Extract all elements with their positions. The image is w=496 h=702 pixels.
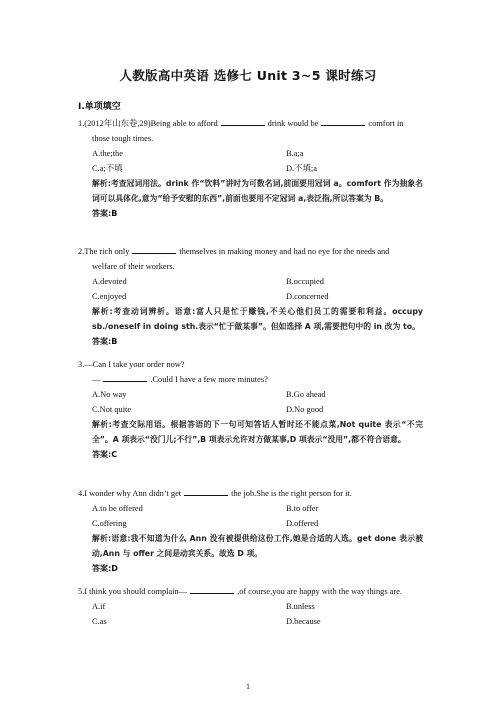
question-5 [78,584,423,629]
option-b: B.to offer [286,504,319,513]
options-row [78,289,423,304]
answer-blank [321,117,365,126]
answer: 答案:C [92,450,118,459]
question-stem: 2.The rich only themselves in making money and had no eye for the needs and [78,247,390,256]
option-c: C.offering [92,519,127,528]
option-d: D.offered [286,519,319,528]
question-stem-cont: welfare of their workers. [92,262,175,271]
question-2 [78,244,423,350]
answer: 答案:B [92,337,118,346]
option-b: B.unless [286,602,315,611]
option-d: D.No good [286,405,324,414]
explanation: 解析:语意:我不知道为什么 Ann 没有被提供给这份工作,她是合适的人选。get done 表示被动,Ann 与 offer 之间是动宾关系。故选 D 项。 [92,534,423,558]
question-3 [78,357,423,463]
answer-blank [132,245,176,254]
options-row [78,599,423,614]
page-number: 1 [246,682,250,691]
option-a: A.if [92,602,106,611]
option-b: B.occupied [286,277,324,286]
option-a: A.devoted [92,277,127,286]
option-a: A.to be offered [92,504,143,513]
options-row [78,387,423,402]
page-title: 人教版高中英语 选修七 Unit 3~5 课时练习 [119,68,377,83]
answer-blank [221,117,265,126]
answer-blank [184,487,228,496]
answer-blank [103,373,147,382]
answer: 答案:D [92,564,118,573]
explanation: 解析:考查动词辨析。语意:富人只是忙于赚钱,不关心他们员工的需要和利益。occupy sb./oneself in doing sth.表示“忙于做某事”。但如选择 A 项,需要把句中的 in 改为 to。 [92,307,423,331]
explanation: 解析:考查冠词用法。drink 作“饮料”讲时为可数名词,前面要用冠词 a。comfort 作为抽象名词可以具体化,意为“给予安慰的东西”,前面也要用不定冠词 a,表泛指,所以答案为 B。 [92,179,423,203]
option-b: B.a;a [286,149,304,158]
question-stem: 5.I think you should complain— ,of course,you are happy with the way things are. [78,587,403,596]
options-row [78,614,423,629]
answer-blank [190,585,234,594]
explanation: 解析:考查交际用语。根据答语的下一句可知答话人暂时还不能点菜,Not quite 表示“不完全”。A 项表示“没门儿;不行”,B 项表示允许对方做某事,D 项表示“没用”,都不符合语意。 [92,420,423,444]
options-row [78,146,423,161]
option-c: C.Not quite [92,405,132,414]
option-a: A.the;the [92,149,123,158]
section-heading: Ⅰ.单项填空 [78,102,121,112]
options-row [78,501,423,516]
options-row [78,274,423,289]
option-c: C.as [92,617,107,626]
question-4 [78,486,423,577]
option-c: C.enjoyed [92,292,127,301]
question-stem: 4.I wonder why Ann didn’t get the job.She is the right person for it. [78,489,352,498]
option-d: D.because [286,617,321,626]
question-stem-cont: — .Could I have a few more minutes? [92,375,268,384]
option-b: B.Go ahead [286,390,326,399]
answer: 答案:B [92,209,118,218]
option-c: C.a;不填 [92,164,123,173]
question-stem: 3.—Can I take your order now? [78,360,185,369]
question-stem: 1.(2012年山东卷,29)Being able to afford drink would be comfort in [78,119,404,128]
option-d: D.concerned [286,292,329,301]
option-d: D.不填;a [286,164,317,173]
options-row [78,161,423,176]
option-a: A.No way [92,390,127,399]
options-row [78,516,423,531]
options-row [78,402,423,417]
question-1 [78,116,423,222]
question-stem-cont: those tough times. [92,134,154,143]
